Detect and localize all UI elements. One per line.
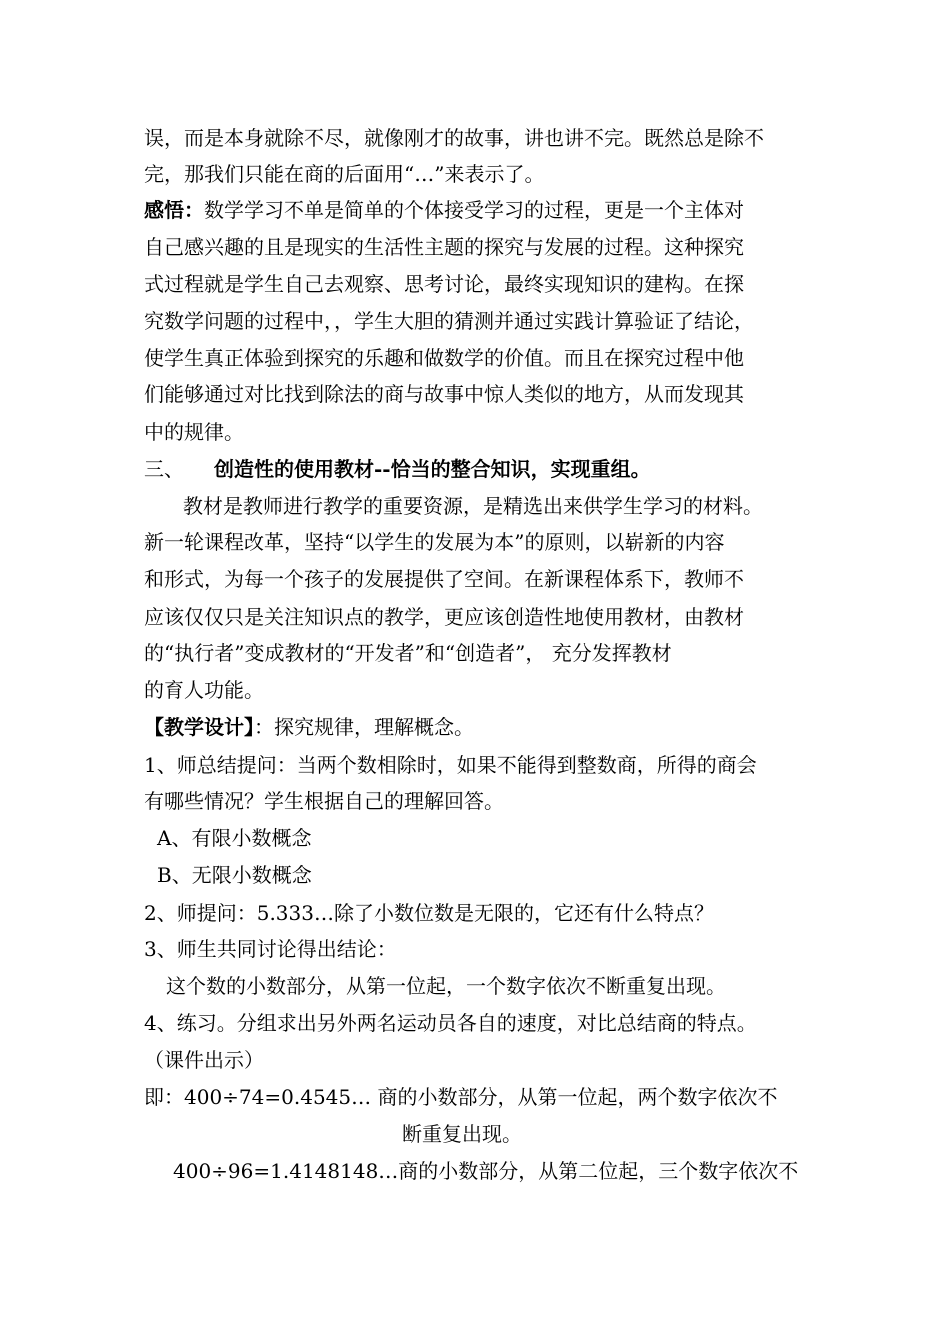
paragraph-line [402,1122,522,1146]
list-item [157,863,312,887]
paragraph-line [144,605,744,629]
paragraph-line [144,126,764,150]
line-text: 自己感兴趣的且是现实的生活性主题的探究与发展的过程。这种探究 [144,235,744,259]
line-text: 即：400÷74=0.4545… 商的小数部分，从第一位起，两个数字依次不 [144,1085,778,1109]
line-text: ：探究规律，理解概念。 [254,715,474,739]
line-text: 教材是教师进行教学的重要资源，是精选出来供学生学习的材料。 [183,494,763,518]
line-text: 新一轮课程改革，坚持“以学生的发展为本”的原则，以崭新的内容 [144,530,725,554]
paragraph-line [144,641,672,665]
line-text: 式过程就是学生自己去观察、思考讨论，最终实现知识的建构。在探 [144,272,744,296]
line-text: （课件出示） [144,1048,264,1072]
line-text: A、有限小数概念 [157,826,312,850]
example-line [173,1159,798,1183]
list-item [157,826,311,850]
line-text: 们能够通过对比找到除法的商与故事中惊人类似的地方，从而发现其 [144,382,744,406]
example-line [144,1085,777,1109]
line-text: 和形式，为每一个孩子的发展提供了空间。在新课程体系下，教师不 [144,567,744,591]
paragraph-line [144,567,744,591]
paragraph-line [166,974,726,998]
section-heading [144,457,651,481]
paragraph-line [144,272,744,296]
line-text: 有哪些情况？学生根据自己的理解回答。 [144,789,504,813]
line-text: 4、练习。分组求出另外两名运动员各自的速度，对比总结商的特点。 [144,1011,757,1035]
line-text: B、无限小数概念 [157,863,312,887]
line-text: 断重复出现。 [402,1122,522,1146]
paragraph-line [144,162,544,186]
paragraph-line [144,346,744,370]
paragraph-line [144,309,754,333]
teaching-design-label: 【教学设计】 [144,715,254,739]
line-text: 1、师总结提问：当两个数相除时，如果不能得到整数商，所得的商会 [144,753,757,777]
line-text: 2、师提问：5.333…除了小数位数是无限的，它还有什么特点？ [144,901,714,925]
teaching-design-heading [144,715,474,739]
section-number: 三、 [144,457,184,481]
list-item [144,1011,757,1035]
reflection-label: 感悟： [144,198,204,222]
list-item [144,901,714,925]
line-text: 完，那我们只能在商的后面用“…”来表示了。 [144,162,545,186]
line-text: 这个数的小数部分，从第一位起，一个数字依次不断重复出现。 [166,974,726,998]
paragraph-line [144,235,744,259]
paragraph-line [144,382,744,406]
line-text: 的育人功能。 [144,678,264,702]
line-text: 数学学习不单是简单的个体接受学习的过程，更是一个主体对 [204,198,744,222]
paragraph-line [144,678,264,702]
line-text: 究数学问题的过程中，，学生大胆的猜测并通过实践计算验证了结论， [144,309,754,333]
line-text: 使学生真正体验到探究的乐趣和做数学的价值。而且在探究过程中他 [144,346,744,370]
line-text: 3、师生共同讨论得出结论： [144,937,397,961]
paragraph-line [144,530,724,554]
line-text: 误，而是本身就除不尽，就像刚才的故事，讲也讲不完。既然总是除不 [144,126,764,150]
list-item [144,753,757,777]
paragraph-line [144,789,504,813]
line-text: 的“执行者”变成教材的“开发者”和“创造者”， 充分发挥教材 [144,641,672,665]
line-text: 应该仅仅只是关注知识点的教学，更应该创造性地使用教材，由教材 [144,605,744,629]
line-text: 中的规律。 [144,420,244,444]
paragraph-line [144,1048,264,1072]
reflection-line [144,198,744,222]
paragraph-line [144,420,244,444]
list-item [144,937,397,961]
line-text: 400÷96=1.4148148…商的小数部分，从第二位起，三个数字依次不 [173,1159,799,1183]
paragraph-line [183,494,763,518]
section-title: 创造性的使用教材--恰当的整合知识，实现重组。 [214,457,651,481]
